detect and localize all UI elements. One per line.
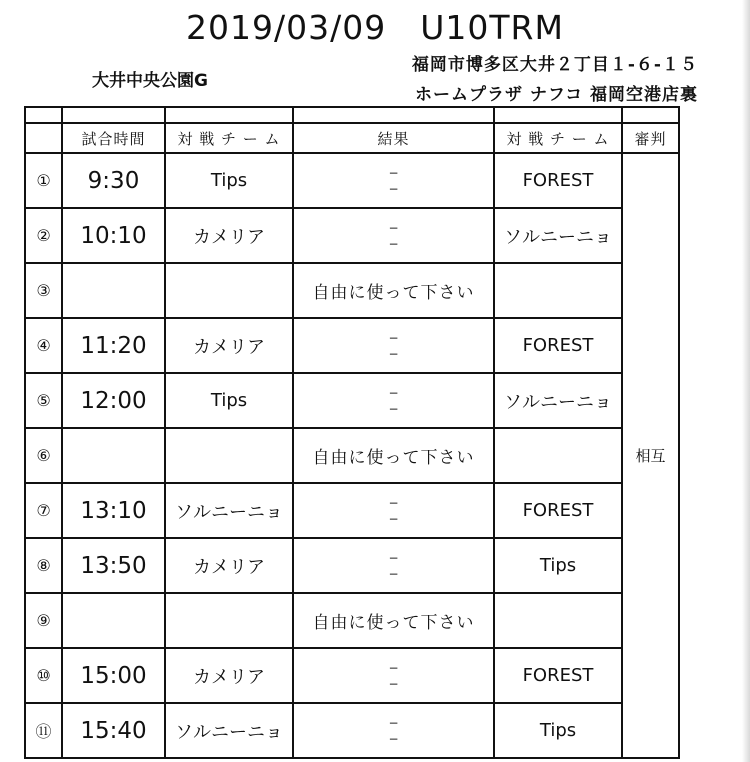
match-result <box>293 208 494 263</box>
match-result <box>293 318 494 373</box>
score-b-placeholder: − <box>388 566 399 581</box>
score-b-placeholder: − <box>388 731 399 746</box>
address-line-2: ホームプラザ ナフコ 福岡空港店裏 <box>415 85 698 105</box>
team-a: ソルニーニョ <box>165 483 293 538</box>
match-result <box>293 703 494 758</box>
score-a-placeholder: − <box>388 715 399 730</box>
team-a: カメリア <box>165 318 293 373</box>
team-a: カメリア <box>165 538 293 593</box>
referee-cell: 相互 <box>622 153 679 758</box>
team-b: Tips <box>494 703 622 758</box>
match-number: ⑦ <box>25 483 62 538</box>
score-b-placeholder: − <box>388 511 399 526</box>
team-a: ソルニーニョ <box>165 703 293 758</box>
header-cell-referee: 審判 <box>622 123 679 153</box>
score-b-placeholder: − <box>388 346 399 361</box>
match-result <box>293 538 494 593</box>
team-a <box>165 428 293 483</box>
score-b-placeholder: − <box>388 236 399 251</box>
score-a-placeholder: − <box>388 550 399 565</box>
page-edge-shadow <box>742 0 750 762</box>
match-time: 10:10 <box>62 208 165 263</box>
score-b-placeholder: − <box>388 676 399 691</box>
match-result: 自由に使って下さい <box>293 263 494 318</box>
header-cell-result: 結果 <box>293 123 494 153</box>
table-row <box>25 483 679 538</box>
match-result <box>293 373 494 428</box>
match-time: 9:30 <box>62 153 165 208</box>
table-row <box>25 208 679 263</box>
match-number: ① <box>25 153 62 208</box>
score-a-placeholder: − <box>388 165 399 180</box>
team-a <box>165 593 293 648</box>
team-b <box>494 428 622 483</box>
score-b-placeholder: − <box>388 401 399 416</box>
page-title: 2019/03/09 U10TRM <box>186 8 564 47</box>
header-cell-team-a: 対 戦 チ ー ム <box>165 123 293 153</box>
team-a <box>165 263 293 318</box>
team-a: カメリア <box>165 648 293 703</box>
match-time <box>62 593 165 648</box>
score-b-placeholder: − <box>388 181 399 196</box>
match-result <box>293 153 494 208</box>
team-b <box>494 263 622 318</box>
match-time: 12:00 <box>62 373 165 428</box>
match-time: 15:00 <box>62 648 165 703</box>
table-row <box>25 703 679 758</box>
score-a-placeholder: − <box>388 220 399 235</box>
table-row <box>25 538 679 593</box>
team-b: ソルニーニョ <box>494 373 622 428</box>
table-row <box>25 153 679 208</box>
match-number: ⑤ <box>25 373 62 428</box>
spacer-row <box>25 107 679 123</box>
team-b: ソルニーニョ <box>494 208 622 263</box>
match-time <box>62 428 165 483</box>
match-number: ③ <box>25 263 62 318</box>
score-a-placeholder: − <box>388 495 399 510</box>
match-time: 11:20 <box>62 318 165 373</box>
match-time <box>62 263 165 318</box>
score-a-placeholder: − <box>388 660 399 675</box>
match-number: ⑧ <box>25 538 62 593</box>
match-time: 15:40 <box>62 703 165 758</box>
match-result <box>293 648 494 703</box>
score-a-placeholder: − <box>388 385 399 400</box>
header-cell-team-b: 対 戦 チ ー ム <box>494 123 622 153</box>
team-b: FOREST <box>494 318 622 373</box>
match-number: ④ <box>25 318 62 373</box>
schedule-table <box>24 106 680 759</box>
table-row <box>25 373 679 428</box>
team-b <box>494 593 622 648</box>
match-result: 自由に使って下さい <box>293 428 494 483</box>
table-row <box>25 428 679 483</box>
match-number: ② <box>25 208 62 263</box>
match-number: ⑨ <box>25 593 62 648</box>
team-b: FOREST <box>494 153 622 208</box>
table-row <box>25 263 679 318</box>
team-a: Tips <box>165 373 293 428</box>
team-b: Tips <box>494 538 622 593</box>
header-cell-time: 試合時間 <box>62 123 165 153</box>
address-line-1: 福岡市博多区大井２丁目１-６-１５ <box>411 55 698 75</box>
match-number: ⑥ <box>25 428 62 483</box>
table-row <box>25 593 679 648</box>
header-row <box>25 123 679 153</box>
match-result <box>293 483 494 538</box>
score-a-placeholder: − <box>388 330 399 345</box>
venue-name: 大井中央公園G <box>92 71 208 91</box>
team-a: Tips <box>165 153 293 208</box>
match-result: 自由に使って下さい <box>293 593 494 648</box>
team-a: カメリア <box>165 208 293 263</box>
match-time: 13:10 <box>62 483 165 538</box>
match-number: ⑩ <box>25 648 62 703</box>
header-cell-number <box>25 123 62 153</box>
table-row <box>25 318 679 373</box>
match-time: 13:50 <box>62 538 165 593</box>
team-b: FOREST <box>494 483 622 538</box>
table-row <box>25 648 679 703</box>
match-number: ⑪ <box>25 703 62 758</box>
team-b: FOREST <box>494 648 622 703</box>
